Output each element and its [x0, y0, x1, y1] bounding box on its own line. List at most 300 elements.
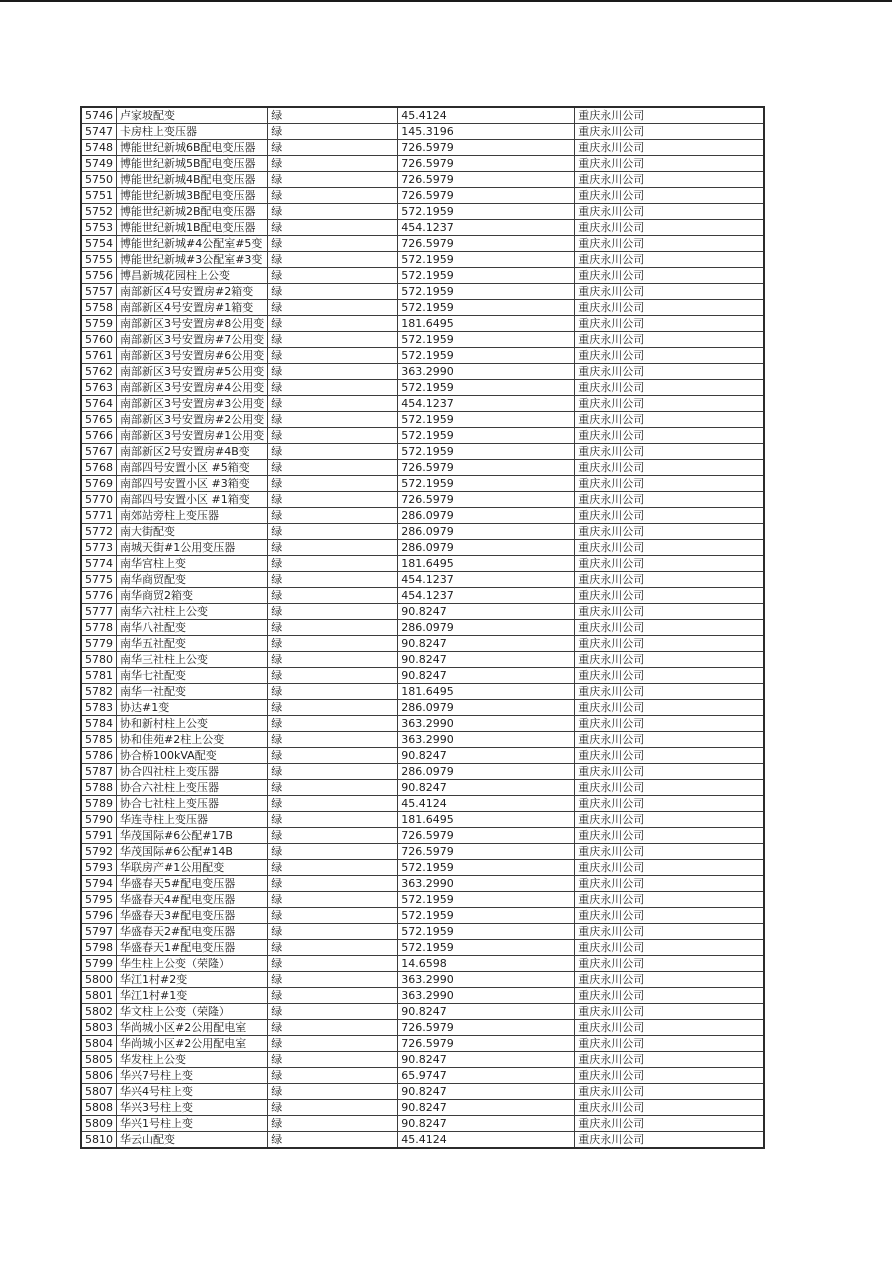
- cell-value[interactable]: 726.5979: [398, 1036, 575, 1052]
- cell-name[interactable]: 华兴3号柱上变: [117, 1100, 268, 1116]
- cell-status[interactable]: 绿: [268, 396, 398, 412]
- cell-status[interactable]: 绿: [268, 460, 398, 476]
- cell-company[interactable]: 重庆永川公司: [575, 732, 764, 748]
- cell-company[interactable]: 重庆永川公司: [575, 1132, 764, 1149]
- cell-value[interactable]: 145.3196: [398, 124, 575, 140]
- cell-company[interactable]: 重庆永川公司: [575, 892, 764, 908]
- cell-row-id[interactable]: 5767: [81, 444, 117, 460]
- cell-status[interactable]: 绿: [268, 684, 398, 700]
- cell-row-id[interactable]: 5809: [81, 1116, 117, 1132]
- cell-row-id[interactable]: 5798: [81, 940, 117, 956]
- cell-row-id[interactable]: 5786: [81, 748, 117, 764]
- cell-name[interactable]: 南华宫柱上变: [117, 556, 268, 572]
- cell-value[interactable]: 181.6495: [398, 556, 575, 572]
- cell-status[interactable]: 绿: [268, 107, 398, 124]
- cell-status[interactable]: 绿: [268, 716, 398, 732]
- cell-status[interactable]: 绿: [268, 124, 398, 140]
- cell-value[interactable]: 454.1237: [398, 588, 575, 604]
- cell-name[interactable]: 协合四社柱上变压器: [117, 764, 268, 780]
- cell-row-id[interactable]: 5793: [81, 860, 117, 876]
- cell-company[interactable]: 重庆永川公司: [575, 300, 764, 316]
- cell-name[interactable]: 南华商贸2箱变: [117, 588, 268, 604]
- cell-row-id[interactable]: 5780: [81, 652, 117, 668]
- cell-company[interactable]: 重庆永川公司: [575, 940, 764, 956]
- cell-status[interactable]: 绿: [268, 924, 398, 940]
- cell-status[interactable]: 绿: [268, 700, 398, 716]
- cell-status[interactable]: 绿: [268, 348, 398, 364]
- cell-company[interactable]: 重庆永川公司: [575, 780, 764, 796]
- cell-row-id[interactable]: 5797: [81, 924, 117, 940]
- cell-name[interactable]: 博能世纪新城1B配电变压器: [117, 220, 268, 236]
- cell-name[interactable]: 卢家坡配变: [117, 107, 268, 124]
- cell-name[interactable]: 南华五社配变: [117, 636, 268, 652]
- cell-name[interactable]: 华盛春天1#配电变压器: [117, 940, 268, 956]
- cell-row-id[interactable]: 5748: [81, 140, 117, 156]
- cell-status[interactable]: 绿: [268, 332, 398, 348]
- cell-row-id[interactable]: 5790: [81, 812, 117, 828]
- cell-row-id[interactable]: 5757: [81, 284, 117, 300]
- cell-value[interactable]: 454.1237: [398, 572, 575, 588]
- cell-value[interactable]: 286.0979: [398, 700, 575, 716]
- cell-status[interactable]: 绿: [268, 636, 398, 652]
- cell-row-id[interactable]: 5785: [81, 732, 117, 748]
- cell-value[interactable]: 181.6495: [398, 684, 575, 700]
- cell-company[interactable]: 重庆永川公司: [575, 556, 764, 572]
- cell-value[interactable]: 726.5979: [398, 140, 575, 156]
- cell-company[interactable]: 重庆永川公司: [575, 908, 764, 924]
- cell-value[interactable]: 90.8247: [398, 668, 575, 684]
- cell-company[interactable]: 重庆永川公司: [575, 188, 764, 204]
- cell-status[interactable]: 绿: [268, 812, 398, 828]
- cell-status[interactable]: 绿: [268, 412, 398, 428]
- cell-name[interactable]: 博能世纪新城#3公配室#3变: [117, 252, 268, 268]
- cell-row-id[interactable]: 5771: [81, 508, 117, 524]
- cell-company[interactable]: 重庆永川公司: [575, 748, 764, 764]
- cell-status[interactable]: 绿: [268, 140, 398, 156]
- cell-row-id[interactable]: 5772: [81, 524, 117, 540]
- cell-name[interactable]: 南部新区3号安置房#8公用变: [117, 316, 268, 332]
- cell-name[interactable]: 南华八社配变: [117, 620, 268, 636]
- cell-company[interactable]: 重庆永川公司: [575, 204, 764, 220]
- cell-company[interactable]: 重庆永川公司: [575, 316, 764, 332]
- cell-row-id[interactable]: 5789: [81, 796, 117, 812]
- cell-status[interactable]: 绿: [268, 892, 398, 908]
- cell-value[interactable]: 65.9747: [398, 1068, 575, 1084]
- cell-row-id[interactable]: 5800: [81, 972, 117, 988]
- cell-value[interactable]: 363.2990: [398, 972, 575, 988]
- cell-company[interactable]: 重庆永川公司: [575, 252, 764, 268]
- cell-status[interactable]: 绿: [268, 876, 398, 892]
- cell-status[interactable]: 绿: [268, 988, 398, 1004]
- cell-value[interactable]: 45.4124: [398, 796, 575, 812]
- cell-company[interactable]: 重庆永川公司: [575, 700, 764, 716]
- cell-name[interactable]: 南华三社柱上公变: [117, 652, 268, 668]
- cell-value[interactable]: 572.1959: [398, 252, 575, 268]
- cell-name[interactable]: 协合桥100kVA配变: [117, 748, 268, 764]
- cell-value[interactable]: 90.8247: [398, 1052, 575, 1068]
- cell-status[interactable]: 绿: [268, 540, 398, 556]
- cell-row-id[interactable]: 5779: [81, 636, 117, 652]
- cell-row-id[interactable]: 5794: [81, 876, 117, 892]
- cell-status[interactable]: 绿: [268, 492, 398, 508]
- cell-company[interactable]: 重庆永川公司: [575, 1116, 764, 1132]
- cell-name[interactable]: 博能世纪新城#4公配室#5变: [117, 236, 268, 252]
- cell-status[interactable]: 绿: [268, 652, 398, 668]
- cell-status[interactable]: 绿: [268, 1132, 398, 1149]
- cell-company[interactable]: 重庆永川公司: [575, 812, 764, 828]
- cell-name[interactable]: 华盛春天3#配电变压器: [117, 908, 268, 924]
- cell-name[interactable]: 华兴1号柱上变: [117, 1116, 268, 1132]
- cell-row-id[interactable]: 5807: [81, 1084, 117, 1100]
- cell-status[interactable]: 绿: [268, 1036, 398, 1052]
- cell-value[interactable]: 572.1959: [398, 348, 575, 364]
- cell-name[interactable]: 南部新区4号安置房#1箱变: [117, 300, 268, 316]
- cell-row-id[interactable]: 5761: [81, 348, 117, 364]
- cell-row-id[interactable]: 5781: [81, 668, 117, 684]
- cell-name[interactable]: 华盛春天2#配电变压器: [117, 924, 268, 940]
- cell-status[interactable]: 绿: [268, 220, 398, 236]
- cell-row-id[interactable]: 5795: [81, 892, 117, 908]
- cell-company[interactable]: 重庆永川公司: [575, 716, 764, 732]
- cell-row-id[interactable]: 5776: [81, 588, 117, 604]
- cell-company[interactable]: 重庆永川公司: [575, 1100, 764, 1116]
- cell-value[interactable]: 90.8247: [398, 636, 575, 652]
- cell-status[interactable]: 绿: [268, 204, 398, 220]
- cell-value[interactable]: 726.5979: [398, 492, 575, 508]
- cell-value[interactable]: 726.5979: [398, 236, 575, 252]
- cell-name[interactable]: 华兴7号柱上变: [117, 1068, 268, 1084]
- cell-row-id[interactable]: 5759: [81, 316, 117, 332]
- cell-company[interactable]: 重庆永川公司: [575, 460, 764, 476]
- cell-status[interactable]: 绿: [268, 844, 398, 860]
- cell-value[interactable]: 572.1959: [398, 940, 575, 956]
- cell-row-id[interactable]: 5765: [81, 412, 117, 428]
- cell-status[interactable]: 绿: [268, 444, 398, 460]
- cell-name[interactable]: 华兴4号柱上变: [117, 1084, 268, 1100]
- cell-status[interactable]: 绿: [268, 940, 398, 956]
- cell-status[interactable]: 绿: [268, 1084, 398, 1100]
- cell-company[interactable]: 重庆永川公司: [575, 380, 764, 396]
- cell-status[interactable]: 绿: [268, 156, 398, 172]
- cell-name[interactable]: 博昌新城花园柱上公变: [117, 268, 268, 284]
- cell-row-id[interactable]: 5750: [81, 172, 117, 188]
- cell-row-id[interactable]: 5770: [81, 492, 117, 508]
- cell-name[interactable]: 南部新区3号安置房#3公用变: [117, 396, 268, 412]
- cell-name[interactable]: 南部新区3号安置房#7公用变: [117, 332, 268, 348]
- cell-status[interactable]: 绿: [268, 1020, 398, 1036]
- cell-name[interactable]: 华连寺柱上变压器: [117, 812, 268, 828]
- cell-status[interactable]: 绿: [268, 828, 398, 844]
- cell-status[interactable]: 绿: [268, 556, 398, 572]
- cell-company[interactable]: 重庆永川公司: [575, 1052, 764, 1068]
- cell-company[interactable]: 重庆永川公司: [575, 508, 764, 524]
- cell-status[interactable]: 绿: [268, 668, 398, 684]
- cell-value[interactable]: 572.1959: [398, 268, 575, 284]
- cell-company[interactable]: 重庆永川公司: [575, 236, 764, 252]
- cell-value[interactable]: 572.1959: [398, 908, 575, 924]
- cell-status[interactable]: 绿: [268, 236, 398, 252]
- cell-row-id[interactable]: 5805: [81, 1052, 117, 1068]
- cell-row-id[interactable]: 5755: [81, 252, 117, 268]
- cell-status[interactable]: 绿: [268, 1052, 398, 1068]
- cell-value[interactable]: 90.8247: [398, 1084, 575, 1100]
- cell-status[interactable]: 绿: [268, 1116, 398, 1132]
- cell-company[interactable]: 重庆永川公司: [575, 636, 764, 652]
- cell-company[interactable]: 重庆永川公司: [575, 1036, 764, 1052]
- cell-row-id[interactable]: 5758: [81, 300, 117, 316]
- cell-company[interactable]: 重庆永川公司: [575, 796, 764, 812]
- cell-name[interactable]: 华尚城小区#2公用配电室: [117, 1020, 268, 1036]
- cell-company[interactable]: 重庆永川公司: [575, 348, 764, 364]
- cell-value[interactable]: 181.6495: [398, 316, 575, 332]
- cell-name[interactable]: 南大街配变: [117, 524, 268, 540]
- cell-name[interactable]: 华盛春天4#配电变压器: [117, 892, 268, 908]
- cell-company[interactable]: 重庆永川公司: [575, 860, 764, 876]
- cell-company[interactable]: 重庆永川公司: [575, 684, 764, 700]
- cell-row-id[interactable]: 5751: [81, 188, 117, 204]
- cell-name[interactable]: 博能世纪新城5B配电变压器: [117, 156, 268, 172]
- cell-name[interactable]: 协合六社柱上变压器: [117, 780, 268, 796]
- cell-value[interactable]: 572.1959: [398, 332, 575, 348]
- cell-status[interactable]: 绿: [268, 284, 398, 300]
- cell-company[interactable]: 重庆永川公司: [575, 844, 764, 860]
- cell-value[interactable]: 454.1237: [398, 220, 575, 236]
- cell-status[interactable]: 绿: [268, 764, 398, 780]
- cell-company[interactable]: 重庆永川公司: [575, 652, 764, 668]
- cell-status[interactable]: 绿: [268, 860, 398, 876]
- cell-row-id[interactable]: 5749: [81, 156, 117, 172]
- cell-name[interactable]: 博能世纪新城4B配电变压器: [117, 172, 268, 188]
- cell-status[interactable]: 绿: [268, 572, 398, 588]
- cell-company[interactable]: 重庆永川公司: [575, 876, 764, 892]
- cell-row-id[interactable]: 5801: [81, 988, 117, 1004]
- cell-name[interactable]: 南部新区3号安置房#5公用变: [117, 364, 268, 380]
- cell-status[interactable]: 绿: [268, 796, 398, 812]
- cell-status[interactable]: 绿: [268, 588, 398, 604]
- cell-name[interactable]: 博能世纪新城2B配电变压器: [117, 204, 268, 220]
- cell-name[interactable]: 华茂国际#6公配#17B: [117, 828, 268, 844]
- cell-status[interactable]: 绿: [268, 252, 398, 268]
- cell-value[interactable]: 726.5979: [398, 1020, 575, 1036]
- cell-value[interactable]: 726.5979: [398, 844, 575, 860]
- cell-row-id[interactable]: 5788: [81, 780, 117, 796]
- cell-company[interactable]: 重庆永川公司: [575, 924, 764, 940]
- cell-name[interactable]: 南部新区4号安置房#2箱变: [117, 284, 268, 300]
- cell-row-id[interactable]: 5754: [81, 236, 117, 252]
- cell-value[interactable]: 90.8247: [398, 748, 575, 764]
- cell-row-id[interactable]: 5808: [81, 1100, 117, 1116]
- cell-value[interactable]: 90.8247: [398, 780, 575, 796]
- cell-name[interactable]: 南部新区3号安置房#4公用变: [117, 380, 268, 396]
- cell-value[interactable]: 726.5979: [398, 828, 575, 844]
- cell-value[interactable]: 286.0979: [398, 620, 575, 636]
- cell-row-id[interactable]: 5773: [81, 540, 117, 556]
- cell-row-id[interactable]: 5777: [81, 604, 117, 620]
- cell-value[interactable]: 572.1959: [398, 444, 575, 460]
- cell-value[interactable]: 572.1959: [398, 284, 575, 300]
- cell-status[interactable]: 绿: [268, 1004, 398, 1020]
- cell-row-id[interactable]: 5802: [81, 1004, 117, 1020]
- cell-company[interactable]: 重庆永川公司: [575, 668, 764, 684]
- cell-value[interactable]: 286.0979: [398, 540, 575, 556]
- cell-company[interactable]: 重庆永川公司: [575, 604, 764, 620]
- cell-name[interactable]: 华文柱上公变（荣隆）: [117, 1004, 268, 1020]
- cell-value[interactable]: 726.5979: [398, 188, 575, 204]
- cell-company[interactable]: 重庆永川公司: [575, 764, 764, 780]
- cell-status[interactable]: 绿: [268, 316, 398, 332]
- cell-status[interactable]: 绿: [268, 172, 398, 188]
- cell-value[interactable]: 90.8247: [398, 1004, 575, 1020]
- cell-status[interactable]: 绿: [268, 364, 398, 380]
- cell-company[interactable]: 重庆永川公司: [575, 1004, 764, 1020]
- cell-value[interactable]: 572.1959: [398, 412, 575, 428]
- cell-company[interactable]: 重庆永川公司: [575, 1084, 764, 1100]
- cell-name[interactable]: 协达#1变: [117, 700, 268, 716]
- cell-company[interactable]: 重庆永川公司: [575, 140, 764, 156]
- cell-name[interactable]: 华江1村#2变: [117, 972, 268, 988]
- cell-status[interactable]: 绿: [268, 524, 398, 540]
- cell-value[interactable]: 572.1959: [398, 204, 575, 220]
- cell-company[interactable]: 重庆永川公司: [575, 268, 764, 284]
- cell-value[interactable]: 45.4124: [398, 107, 575, 124]
- cell-value[interactable]: 90.8247: [398, 1116, 575, 1132]
- cell-company[interactable]: 重庆永川公司: [575, 107, 764, 124]
- cell-name[interactable]: 南部四号安置小区 #3箱变: [117, 476, 268, 492]
- cell-value[interactable]: 181.6495: [398, 812, 575, 828]
- cell-value[interactable]: 572.1959: [398, 300, 575, 316]
- cell-row-id[interactable]: 5774: [81, 556, 117, 572]
- cell-company[interactable]: 重庆永川公司: [575, 540, 764, 556]
- cell-name[interactable]: 南部新区3号安置房#1公用变: [117, 428, 268, 444]
- cell-name[interactable]: 南部新区3号安置房#6公用变: [117, 348, 268, 364]
- cell-company[interactable]: 重庆永川公司: [575, 620, 764, 636]
- cell-company[interactable]: 重庆永川公司: [575, 284, 764, 300]
- cell-name[interactable]: 博能世纪新城6B配电变压器: [117, 140, 268, 156]
- cell-row-id[interactable]: 5782: [81, 684, 117, 700]
- cell-row-id[interactable]: 5763: [81, 380, 117, 396]
- cell-name[interactable]: 华发柱上公变: [117, 1052, 268, 1068]
- cell-name[interactable]: 华盛春天5#配电变压器: [117, 876, 268, 892]
- cell-row-id[interactable]: 5810: [81, 1132, 117, 1149]
- cell-company[interactable]: 重庆永川公司: [575, 332, 764, 348]
- cell-company[interactable]: 重庆永川公司: [575, 412, 764, 428]
- cell-row-id[interactable]: 5764: [81, 396, 117, 412]
- cell-value[interactable]: 286.0979: [398, 764, 575, 780]
- cell-company[interactable]: 重庆永川公司: [575, 524, 764, 540]
- cell-status[interactable]: 绿: [268, 1068, 398, 1084]
- cell-row-id[interactable]: 5792: [81, 844, 117, 860]
- cell-name[interactable]: 华联房产#1公用配变: [117, 860, 268, 876]
- cell-value[interactable]: 14.6598: [398, 956, 575, 972]
- cell-company[interactable]: 重庆永川公司: [575, 364, 764, 380]
- cell-name[interactable]: 协和佳苑#2柱上公变: [117, 732, 268, 748]
- cell-row-id[interactable]: 5762: [81, 364, 117, 380]
- cell-name[interactable]: 南城天街#1公用变压器: [117, 540, 268, 556]
- cell-value[interactable]: 90.8247: [398, 1100, 575, 1116]
- cell-name[interactable]: 南华七社配变: [117, 668, 268, 684]
- cell-name[interactable]: 南部四号安置小区 #5箱变: [117, 460, 268, 476]
- cell-value[interactable]: 90.8247: [398, 604, 575, 620]
- cell-name[interactable]: 卡房柱上变压器: [117, 124, 268, 140]
- cell-value[interactable]: 726.5979: [398, 156, 575, 172]
- cell-value[interactable]: 572.1959: [398, 380, 575, 396]
- cell-company[interactable]: 重庆永川公司: [575, 476, 764, 492]
- cell-name[interactable]: 博能世纪新城3B配电变压器: [117, 188, 268, 204]
- cell-value[interactable]: 572.1959: [398, 428, 575, 444]
- cell-status[interactable]: 绿: [268, 188, 398, 204]
- cell-name[interactable]: 南部新区3号安置房#2公用变: [117, 412, 268, 428]
- cell-company[interactable]: 重庆永川公司: [575, 428, 764, 444]
- cell-row-id[interactable]: 5806: [81, 1068, 117, 1084]
- cell-value[interactable]: 363.2990: [398, 876, 575, 892]
- cell-name[interactable]: 协和新村柱上公变: [117, 716, 268, 732]
- cell-value[interactable]: 286.0979: [398, 508, 575, 524]
- cell-row-id[interactable]: 5778: [81, 620, 117, 636]
- cell-row-id[interactable]: 5769: [81, 476, 117, 492]
- cell-row-id[interactable]: 5760: [81, 332, 117, 348]
- cell-name[interactable]: 南华一社配变: [117, 684, 268, 700]
- cell-status[interactable]: 绿: [268, 908, 398, 924]
- cell-company[interactable]: 重庆永川公司: [575, 172, 764, 188]
- cell-status[interactable]: 绿: [268, 508, 398, 524]
- cell-company[interactable]: 重庆永川公司: [575, 572, 764, 588]
- cell-company[interactable]: 重庆永川公司: [575, 972, 764, 988]
- cell-status[interactable]: 绿: [268, 1100, 398, 1116]
- cell-company[interactable]: 重庆永川公司: [575, 492, 764, 508]
- cell-row-id[interactable]: 5747: [81, 124, 117, 140]
- cell-value[interactable]: 572.1959: [398, 924, 575, 940]
- cell-row-id[interactable]: 5766: [81, 428, 117, 444]
- cell-name[interactable]: 南郊站旁柱上变压器: [117, 508, 268, 524]
- cell-value[interactable]: 726.5979: [398, 172, 575, 188]
- cell-company[interactable]: 重庆永川公司: [575, 988, 764, 1004]
- cell-status[interactable]: 绿: [268, 732, 398, 748]
- cell-name[interactable]: 南部四号安置小区 #1箱变: [117, 492, 268, 508]
- cell-row-id[interactable]: 5768: [81, 460, 117, 476]
- cell-status[interactable]: 绿: [268, 300, 398, 316]
- cell-row-id[interactable]: 5756: [81, 268, 117, 284]
- cell-row-id[interactable]: 5784: [81, 716, 117, 732]
- cell-name[interactable]: 南华六社柱上公变: [117, 604, 268, 620]
- cell-status[interactable]: 绿: [268, 428, 398, 444]
- cell-company[interactable]: 重庆永川公司: [575, 956, 764, 972]
- cell-row-id[interactable]: 5791: [81, 828, 117, 844]
- cell-name[interactable]: 协合七社柱上变压器: [117, 796, 268, 812]
- cell-value[interactable]: 454.1237: [398, 396, 575, 412]
- cell-row-id[interactable]: 5804: [81, 1036, 117, 1052]
- cell-company[interactable]: 重庆永川公司: [575, 444, 764, 460]
- cell-name[interactable]: 华云山配变: [117, 1132, 268, 1149]
- cell-status[interactable]: 绿: [268, 268, 398, 284]
- cell-value[interactable]: 572.1959: [398, 860, 575, 876]
- cell-status[interactable]: 绿: [268, 476, 398, 492]
- cell-row-id[interactable]: 5753: [81, 220, 117, 236]
- cell-status[interactable]: 绿: [268, 780, 398, 796]
- cell-company[interactable]: 重庆永川公司: [575, 396, 764, 412]
- cell-status[interactable]: 绿: [268, 972, 398, 988]
- cell-status[interactable]: 绿: [268, 748, 398, 764]
- cell-row-id[interactable]: 5752: [81, 204, 117, 220]
- cell-value[interactable]: 286.0979: [398, 524, 575, 540]
- cell-status[interactable]: 绿: [268, 380, 398, 396]
- cell-name[interactable]: 华茂国际#6公配#14B: [117, 844, 268, 860]
- cell-name[interactable]: 华生柱上公变（荣隆）: [117, 956, 268, 972]
- cell-company[interactable]: 重庆永川公司: [575, 588, 764, 604]
- cell-row-id[interactable]: 5796: [81, 908, 117, 924]
- cell-company[interactable]: 重庆永川公司: [575, 828, 764, 844]
- cell-company[interactable]: 重庆永川公司: [575, 220, 764, 236]
- cell-value[interactable]: 572.1959: [398, 476, 575, 492]
